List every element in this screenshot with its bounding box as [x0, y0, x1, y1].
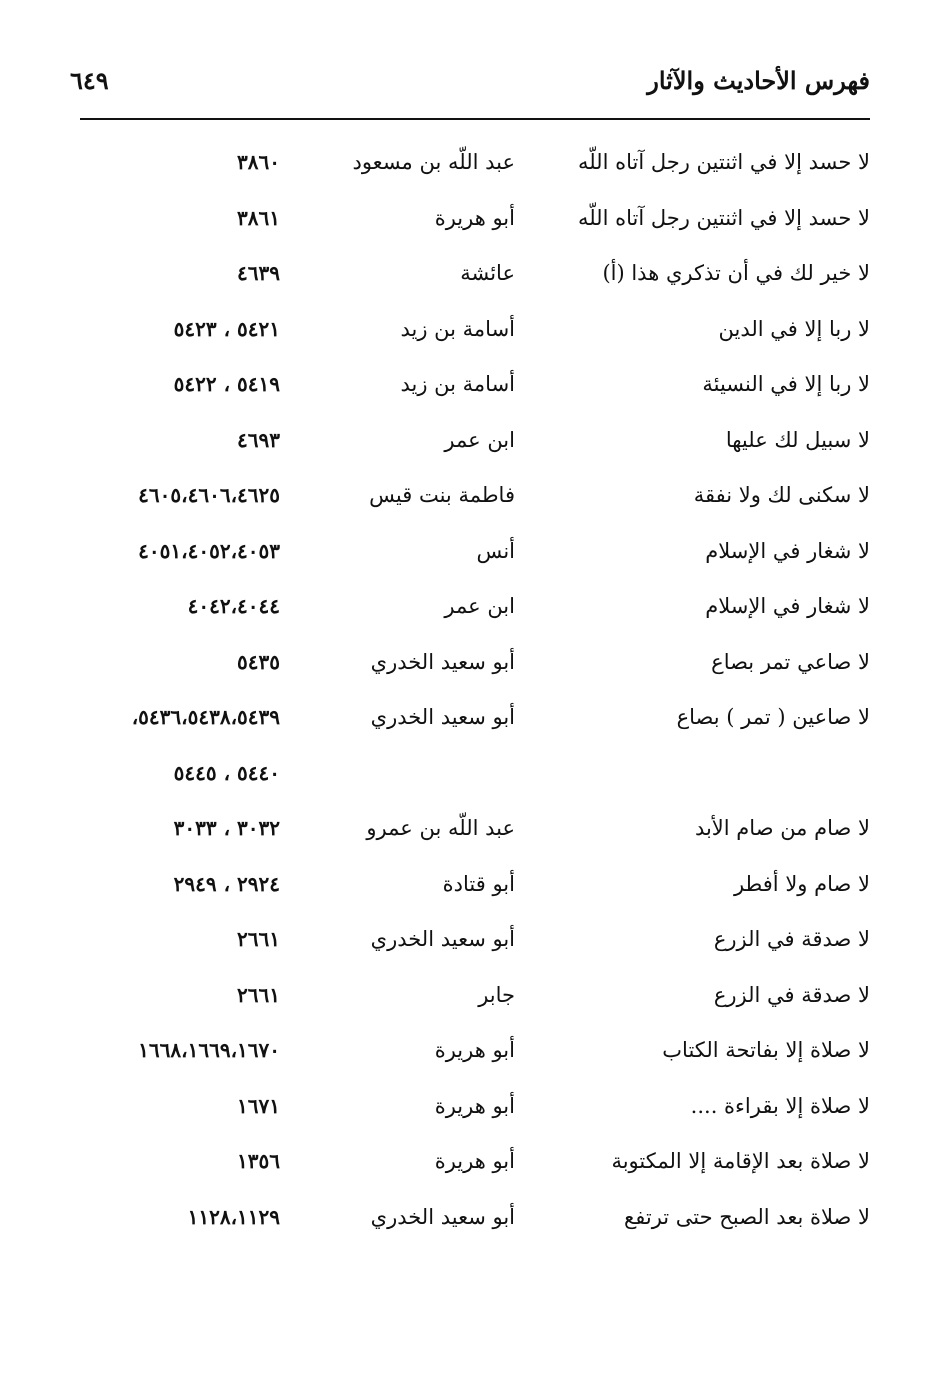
narrator: عبد اللّه بن عمرو: [366, 816, 515, 840]
hadith-text: لا صلاة بعد الإقامة إلا المكتوبة: [611, 1149, 870, 1173]
index-row: [0, 470, 930, 526]
narrator: أبو هريرة: [434, 1149, 515, 1173]
hadith-numbers: ٥٤١٩ ، ٥٤٢٢: [173, 372, 280, 396]
hadith-numbers: ٤٦٣٩: [237, 261, 280, 285]
hadith-numbers: ٣٠٣٢ ، ٣٠٣٣: [173, 816, 280, 840]
hadith-text: لا صدقة في الزرع: [713, 982, 870, 1007]
hadith-index-table: [0, 137, 930, 1247]
hadith-numbers: ٤٠٤٢،٤٠٤٤: [187, 594, 280, 618]
hadith-text: لا خير لك في أن تذكري هذا (أ): [602, 261, 870, 285]
hadith-text: لا حسد إلا في اثنتين رجل آتاه اللّه: [577, 150, 870, 174]
hadith-numbers: ٤٠٥١،٤٠٥٢،٤٠٥٣: [138, 538, 280, 563]
page-title: فهرس الأحاديث والآثار: [647, 66, 870, 95]
hadith-text: لا صلاة إلا بفاتحة الكتاب: [662, 1038, 870, 1062]
hadith-numbers: ٢٦٦١: [237, 927, 280, 951]
narrator: أنس: [476, 538, 515, 563]
hadith-numbers: ٣٨٦٠: [237, 150, 280, 174]
hadith-numbers: ٥٤٤٠ ، ٥٤٤٥: [173, 760, 280, 785]
index-row-continuation: [0, 748, 930, 804]
hadith-text: لا سكنى لك ولا نفقة: [693, 483, 870, 507]
hadith-text: لا صدقة في الزرع: [713, 927, 870, 951]
narrator: أبو قتادة: [442, 871, 515, 896]
hadith-text: لا صام من صام الأبد: [694, 816, 870, 840]
hadith-numbers: ٥٤٣٥: [237, 649, 280, 674]
narrator: أبو هريرة: [434, 205, 515, 230]
narrator: أبو هريرة: [434, 1038, 515, 1062]
index-row: [0, 248, 930, 304]
hadith-numbers: ٤٦٠٥،٤٦٠٦،٤٦٢٥: [138, 483, 280, 507]
index-row: [0, 1081, 930, 1137]
index-row: [0, 581, 930, 637]
narrator: جابر: [478, 982, 515, 1007]
narrator: عائشة: [460, 261, 515, 285]
page-header: [0, 0, 930, 120]
index-row: [0, 137, 930, 193]
hadith-numbers: ١٦٦٨،١٦٦٩،١٦٧٠: [138, 1038, 280, 1062]
hadith-numbers: ١١٢٨،١١٢٩: [187, 1204, 280, 1229]
index-row: [0, 637, 930, 693]
narrator: أبو سعيد الخدري: [370, 649, 515, 674]
narrator: أبو هريرة: [434, 1093, 515, 1118]
index-row: [0, 415, 930, 471]
narrator: فاطمة بنت قيس: [369, 483, 515, 507]
hadith-text: لا ربا إلا في الدين: [718, 316, 870, 341]
hadith-text: لا صام ولا أفطر: [733, 871, 870, 896]
index-row: [0, 970, 930, 1026]
hadith-text: لا صلاة بعد الصبح حتى ترتفع: [624, 1204, 870, 1229]
narrator: أبو سعيد الخدري: [370, 927, 515, 951]
hadith-numbers: ٢٩٢٤ ، ٢٩٤٩: [173, 871, 280, 896]
hadith-text: لا شغار في الإسلام: [705, 594, 870, 618]
index-row: [0, 859, 930, 915]
hadith-numbers: ٥٤٣٦،٥٤٣٨،٥٤٣٩،: [131, 705, 280, 729]
narrator: أبو سعيد الخدري: [370, 705, 515, 729]
header-divider: [80, 118, 870, 120]
hadith-numbers: ٥٤٢١ ، ٥٤٢٣: [173, 316, 280, 341]
index-row: [0, 304, 930, 360]
hadith-numbers: ٤٦٩٣: [237, 427, 280, 452]
hadith-numbers: ٣٨٦١: [237, 205, 280, 230]
narrator: أبو سعيد الخدري: [370, 1204, 515, 1229]
index-row: [0, 692, 930, 748]
hadith-numbers: ١٦٧١: [237, 1093, 280, 1118]
narrator: أسامة بن زيد: [400, 316, 515, 341]
hadith-numbers: ٢٦٦١: [237, 982, 280, 1007]
hadith-text: لا صاعين ( تمر ) بصاع: [676, 705, 870, 729]
hadith-text: لا شغار في الإسلام: [705, 538, 870, 563]
index-row: [0, 1136, 930, 1192]
hadith-text: لا صاعي تمر بصاع: [711, 649, 870, 674]
hadith-numbers: ١٣٥٦: [237, 1149, 280, 1173]
page-number: ٦٤٩: [70, 66, 109, 95]
hadith-text: لا حسد إلا في اثنتين رجل آتاه اللّه: [577, 205, 870, 230]
index-row: [0, 193, 930, 249]
index-row: [0, 1025, 930, 1081]
narrator: ابن عمر: [444, 427, 515, 452]
narrator: أسامة بن زيد: [400, 372, 515, 396]
index-row: [0, 1192, 930, 1248]
narrator: ابن عمر: [444, 594, 515, 618]
hadith-text: لا ربا إلا في النسيئة: [702, 372, 870, 396]
narrator: عبد اللّه بن مسعود: [352, 150, 515, 174]
index-row: [0, 914, 930, 970]
index-row: [0, 359, 930, 415]
index-row: [0, 526, 930, 582]
hadith-text: لا سبيل لك عليها: [725, 427, 870, 452]
hadith-text: لا صلاة إلا بقراءة ....: [690, 1093, 870, 1118]
index-row: [0, 803, 930, 859]
